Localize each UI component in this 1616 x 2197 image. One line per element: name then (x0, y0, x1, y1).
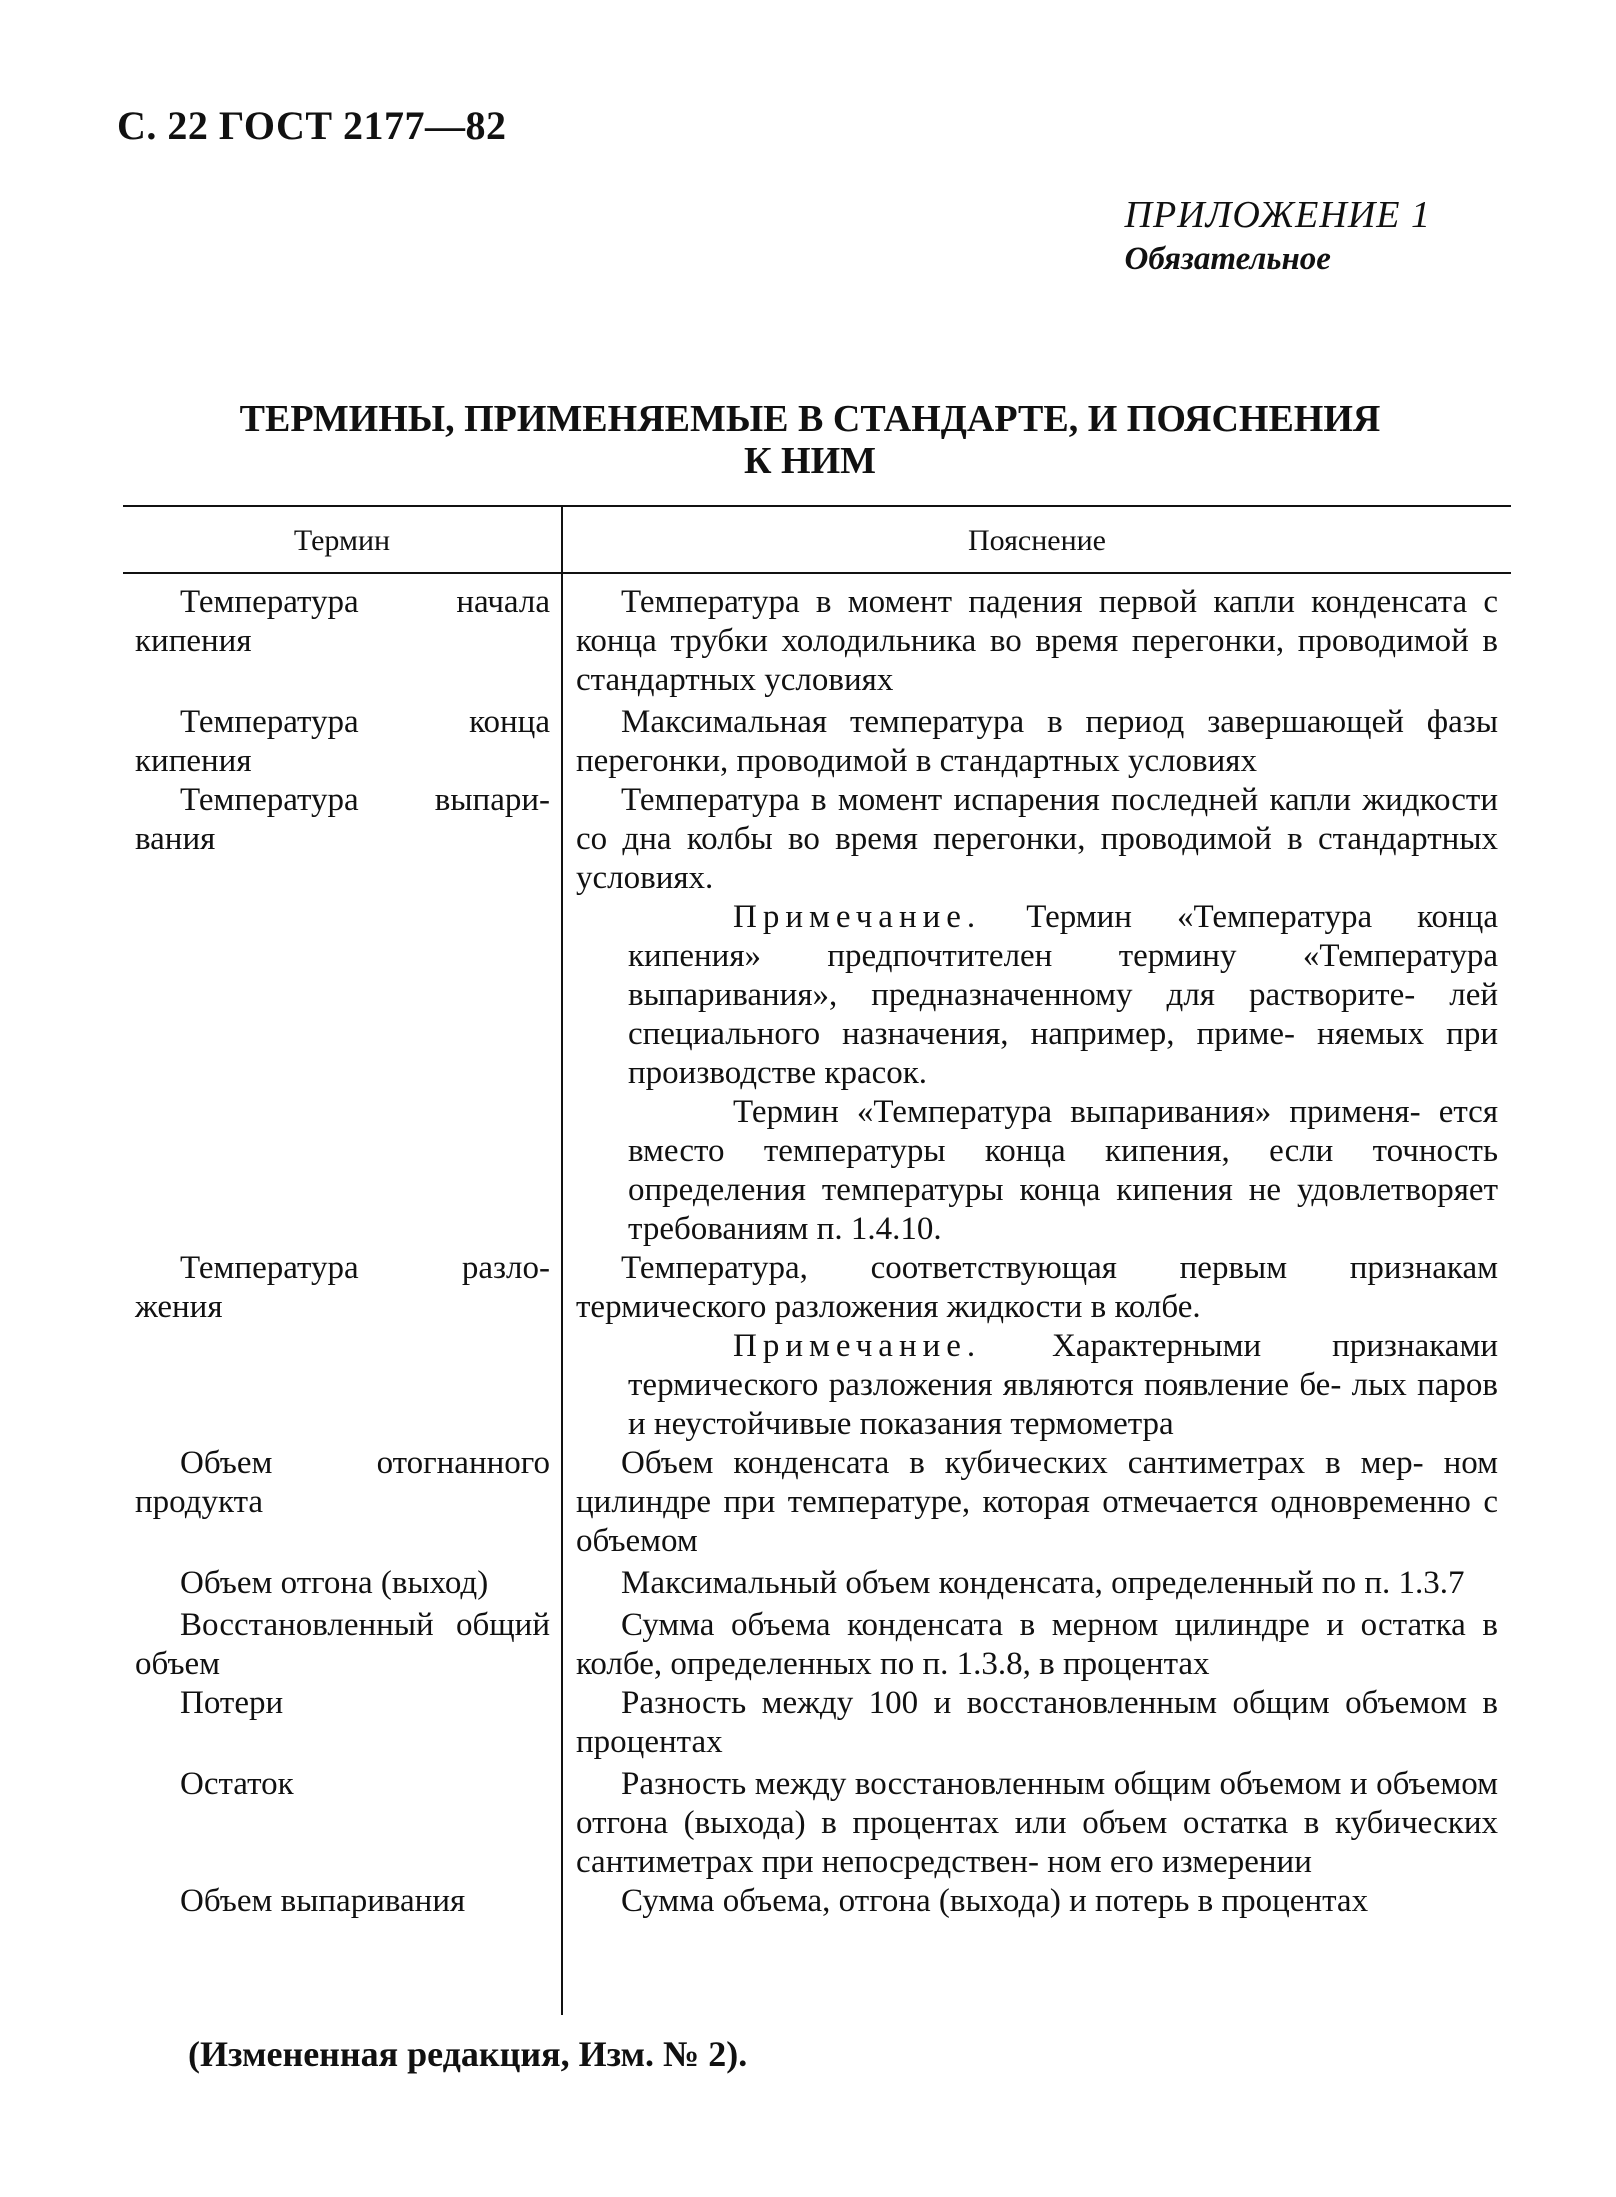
explanation-text: Температура, соответствующая первым признакам термического разложения жидкости в колбе. (576, 1250, 1498, 1325)
term-cell: Восстановленный общий объем (135, 1607, 550, 1682)
explanation-cell: Объем конденсата в кубических сантиметрах в мер- ном цилиндре при температуре, которая отмечается одновременно с объемом (576, 1445, 1498, 1559)
explanation-text: Температура в момент испарения последней капли жидкости со дна колбы во время перегонки, проводимой в стандартных условиях. (576, 782, 1498, 896)
table-row (123, 1684, 1511, 1762)
explanation-cell: Сумма объема конденсата в мерном цилиндре и остатка в колбе, определенных по п. 1.3.8, в процентах (576, 1607, 1498, 1682)
table-row (123, 1765, 1511, 1882)
appendix-label (1125, 193, 1431, 281)
term-cell: Температура разло- жения (135, 1250, 550, 1325)
note-label: Примечание. (733, 1328, 982, 1364)
note-block (628, 1327, 1498, 1444)
term-cell: Потери (180, 1685, 284, 1721)
explanation-cell (576, 781, 1498, 1249)
table-row (123, 1564, 1511, 1603)
table-body (123, 583, 1511, 1921)
term-cell: Объем выпаривания (180, 1883, 466, 1919)
document-title-line2: К НИМ (743, 440, 877, 482)
table-row (123, 1606, 1511, 1684)
column-header-explanation: Пояснение (967, 524, 1106, 557)
term-cell: Температура начала кипения (135, 584, 550, 659)
table-header-rule (123, 572, 1511, 574)
term-cell: Объем отгона (выход) (180, 1565, 489, 1601)
column-header-term: Термин (293, 524, 391, 557)
document-title (120, 398, 1500, 482)
explanation-cell: Температура в момент падения первой капли конденсата с конца трубки холодильника во время перегонки, проводимой в стандартных условиях (576, 584, 1498, 698)
table-row (123, 583, 1511, 700)
note-text: Характерными признаками термического разложения являются появление бе- лых паров и неустойчивые показания термометра (628, 1328, 1498, 1442)
amendment-note: (Измененная редакция, Изм. № 2). (188, 2034, 748, 2074)
term-cell: Остаток (180, 1766, 294, 1802)
note-continuation: Термин «Температура выпаривания» применя- ется вместо температуры конца кипения, если точность определения температуры конца кипения не удовлетворяет требованиям п. 1.4.10. (628, 1094, 1498, 1247)
table-row (123, 703, 1511, 781)
explanation-cell: Разность между 100 и восстановленным общим объемом в процентах (576, 1685, 1498, 1760)
term-cell: Температура конца кипения (135, 704, 550, 779)
explanation-cell: Разность между восстановленным общим объемом и объемом отгона (выхода) в процентах или объем остатка в кубических сантиметрах при непосредствен- ном его измерении (576, 1766, 1498, 1880)
table-row (123, 1249, 1511, 1444)
term-cell: Температура выпари- вания (135, 782, 550, 857)
table-row (123, 1444, 1511, 1561)
appendix-subtitle: Обязательное (1124, 241, 1331, 277)
explanation-cell: Максимальный объем конденсата, определенный по п. 1.3.7 (621, 1565, 1465, 1601)
explanation-cell (576, 1249, 1498, 1444)
note-text: Термин «Температура конца кипения» предпочтителен термину «Температура выпаривания», предназначенному для растворите- лей специального назначения, например, приме- няемых при производстве красок. (628, 899, 1498, 1091)
table-top-rule (123, 505, 1511, 507)
table-row (123, 1882, 1511, 1921)
explanation-cell: Максимальная температура в период завершающей фазы перегонки, проводимой в стандартных условиях (576, 704, 1498, 779)
note-label: Примечание. (733, 899, 982, 935)
note-block (628, 898, 1498, 1093)
page-header: С. 22 ГОСТ 2177—82 (117, 103, 507, 148)
term-cell: Объем отогнанного продукта (135, 1445, 550, 1520)
table-row (123, 781, 1511, 1249)
appendix-title: ПРИЛОЖЕНИЕ 1 (1124, 194, 1431, 236)
document-title-line1: ТЕРМИНЫ, ПРИМЕНЯЕМЫЕ В СТАНДАРТЕ, И ПОЯСНЕНИЯ (239, 398, 1381, 440)
explanation-cell: Сумма объема, отгона (выхода) и потерь в процентах (621, 1883, 1369, 1919)
